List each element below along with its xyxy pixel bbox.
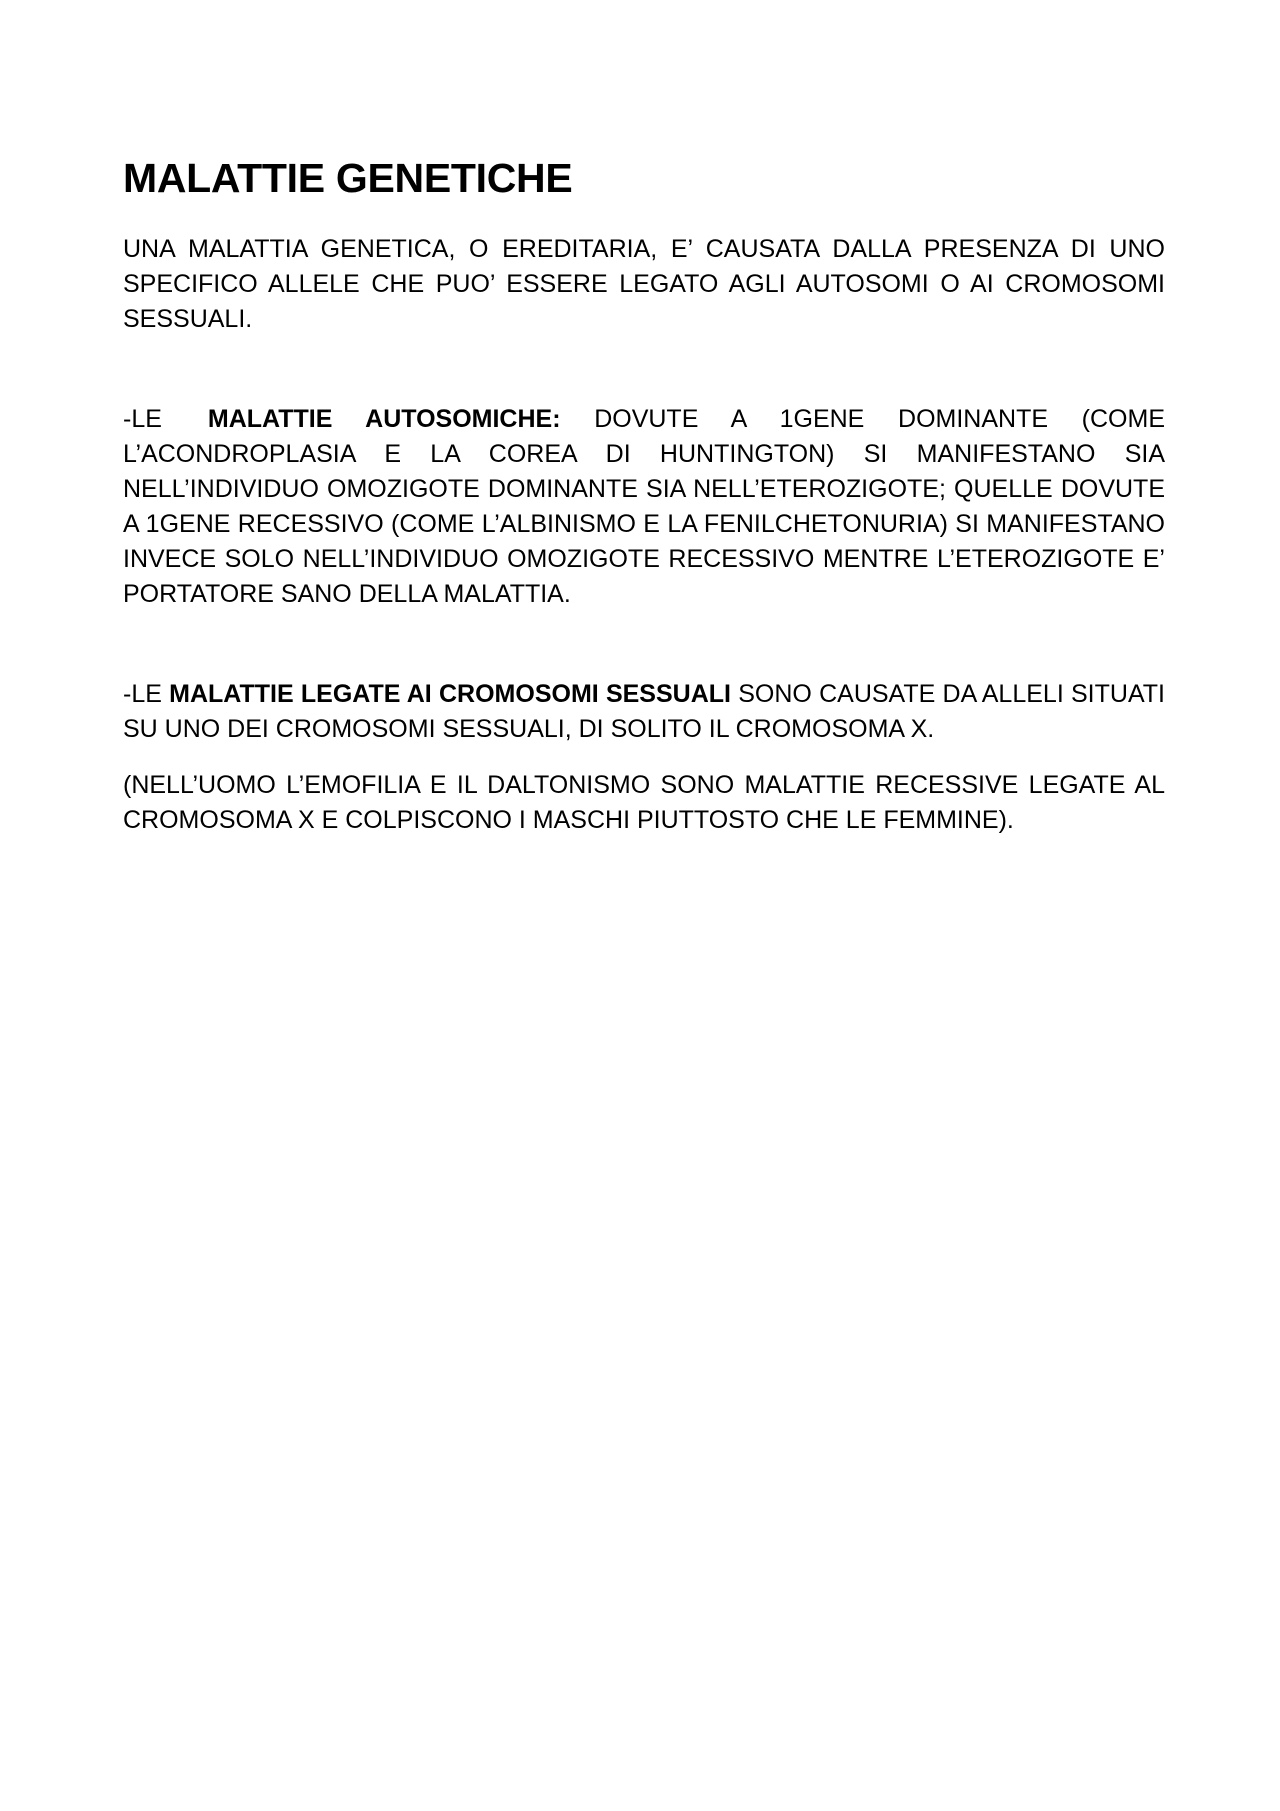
sex-linked-paragraph — [123, 677, 1165, 747]
document-content — [123, 152, 1165, 838]
autosomal-paragraph — [123, 402, 1165, 612]
sex-linked-heading: MALATTIE LEGATE AI CROMOSOMI SESSUALI — [169, 680, 731, 708]
note-paragraph: (NELL’UOMO L’EMOFILIA E IL DALTONISMO SONO MALATTIE RECESSIVE LEGATE AL CROMOSOMA X E COLPISCONO I MASCHI PIUTTOSTO CHE LE FEMMINE). — [123, 771, 1165, 834]
autosomal-text: DOVUTE A 1GENE DOMINANTE (COME L’ACONDROPLASIA E LA COREA DI HUNTINGTON) SI MANIFESTANO SIA NELL’INDIVIDUO OMOZIGOTE DOMINANTE SIA NELL’ETEROZIGOTE; QUELLE DOVUTE A 1GENE RECESSIVO (COME L’ALBINISMO E LA FENILCHETONURIA) SI MANIFESTANO INVECE SOLO NELL’INDIVIDUO OMOZIGOTE RECESSIVO MENTRE L’ETEROZIGOTE E’ PORTATORE SANO DELLA MALATTIA. — [123, 405, 1165, 608]
sex-linked-text: SONO CAUSATE DA ALLELI SITUATI SU UNO DEI CROMOSOMI SESSUALI, DI SOLITO IL CROMOSOMA X. — [123, 680, 1165, 743]
page-title: MALATTIE GENETICHE — [123, 155, 573, 201]
sex-linked-prefix: -LE — [123, 680, 170, 708]
autosomal-prefix: -LE — [123, 405, 162, 433]
autosomal-heading: MALATTIE AUTOSOMICHE: — [207, 405, 561, 433]
intro-paragraph: UNA MALATTIA GENETICA, O EREDITARIA, E’ CAUSATA DALLA PRESENZA DI UNO SPECIFICO ALLELE CHE PUO’ ESSERE LEGATO AGLI AUTOSOMI O AI CROMOSOMI SESSUALI. — [123, 235, 1165, 333]
